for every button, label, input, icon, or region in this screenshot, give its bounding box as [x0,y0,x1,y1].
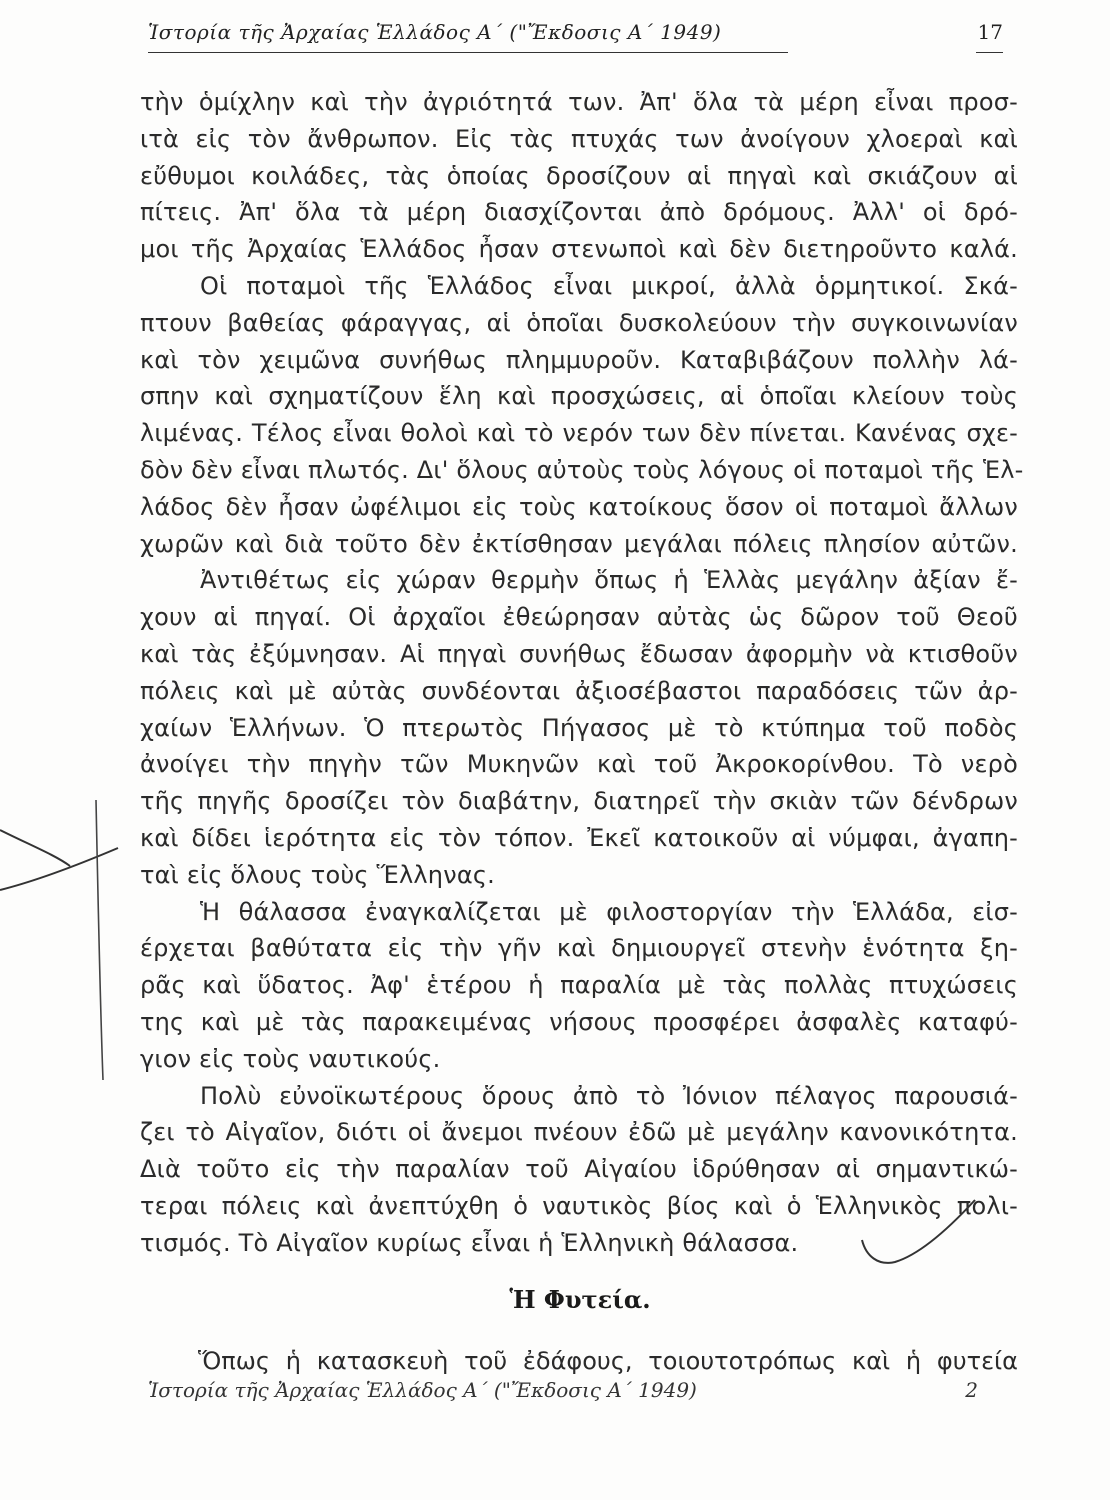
text-line: δὸν δὲν εἶναι πλωτός. Δι' ὅλους αὐτοὺς τοὺς λόγους οἱ ποταμοὶ τῆς Ἑλ- [140,455,1024,484]
text-line: Διὰ τοῦτο εἰς τὴν παραλίαν τοῦ Αἰγαίου ἱδρύθησαν αἱ σημαντικώ- [140,1155,1018,1184]
text-line: χωρῶν καὶ διὰ τοῦτο δὲν ἐκτίσθησαν μεγάλαι πόλεις πλησίον αὐτῶν. [140,529,1018,558]
text-line: Πολὺ εὐνοϊκωτέρους ὅρους ἀπὸ τὸ Ἰόνιον πέλαγος παρουσιά- [200,1081,1018,1110]
text-line: μοι τῆς Ἀρχαίας Ἑλλάδος ἦσαν στενωποὶ καὶ δὲν διετηροῦντο καλά. [140,235,1018,264]
left-margin-pen-stroke [0,848,118,890]
text-line: τῆς πηγῆς δροσίζει τὸν διαβάτην, διατηρεῖ τὴν σκιὰν τῶν δένδρων [140,787,1018,816]
text-line: Ὅπως ἡ κατασκευὴ τοῦ ἐδάφους, τοιουτοτρόπως καὶ ἡ φυτεία [198,1347,1018,1375]
text-line: της καὶ μὲ τὰς παρακειμένας νήσους προσφέρει ἀσφαλὲς καταφύ- [140,1007,1018,1036]
text-line: ιτὰ εἰς τὸν ἄνθρωπον. Εἰς τὰς πτυχάς των ἀνοίγουν χλοεραὶ καὶ [140,124,1018,153]
text-line: σπην καὶ σχηματίζουν ἕλη καὶ προσχώσεις, αἱ ὁποῖαι κλείουν τοὺς [140,382,1018,411]
text-line: τεραι πόλεις καὶ ἀνεπτύχθη ὁ ναυτικὸς βίος καὶ ὁ Ἑλληνικὸς πολι- [140,1191,1018,1220]
text-line: καὶ τὰς ἐξύμνησαν. Αἱ πηγαὶ συνήθως ἔδωσαν ἀφορμὴν νὰ κτισθοῦν [140,639,1018,668]
page-number: 17 [977,20,1003,44]
text-line: γιον εἰς τοὺς ναυτικούς. [140,1044,441,1073]
header-underline [148,52,788,53]
text-line: ταὶ εἰς ὅλους τοὺς Ἕλληνας. [140,860,495,889]
left-margin-pen-stroke [0,830,70,866]
text-line: Οἱ ποταμοὶ τῆς Ἑλλάδος εἶναι μικροί, ἀλλὰ ὁρμητικοί. Σκά- [200,271,1018,300]
running-header [148,20,1003,68]
text-line: τὴν ὁμίχλην καὶ τὴν ἀγριότητά των. Ἀπ' ὅλα τὰ μέρη εἶναι προσ- [140,88,1018,116]
text-line: πτουν βαθείας φάραγγας, αἱ ὁποῖαι δυσκολεύουν τὴν συγκοινωνίαν [140,308,1018,337]
sheet-number: 2 [965,1378,978,1402]
footer-title: Ἱστορία τῆς Ἀρχαίας Ἑλλάδος Α΄ ("Ἔκδοσις Α΄ 1949) [148,1378,697,1402]
running-footer [148,1378,978,1418]
text-line: έρχεται βαθύτατα εἰς τὴν γῆν καὶ δημιουργεῖ στενὴν ἑνότητα ξη- [140,934,1018,963]
text-line: λάδος δὲν ἦσαν ὠφέλιμοι εἰς τοὺς κατοίκους ὅσον οἱ ποταμοὶ ἄλλων [140,492,1018,521]
header-title: Ἱστορία τῆς Ἀρχαίας Ἑλλάδος Α΄ ("Ἔκδοσις Α΄ 1949) [148,20,722,44]
text-line: ρᾶς καὶ ὕδατος. Ἀφ' ἑτέρου ἡ παραλία μὲ τὰς πολλὰς πτυχώσεις [140,971,1018,1000]
text-line: ζει τὸ Αἰγαῖον, διότι οἱ ἄνεμοι πνέουν ἐδῶ μὲ μεγάλην κανονικότητα. [140,1118,1018,1147]
text-line: ἀνοίγει τὴν πηγὴν τῶν Μυκηνῶν καὶ τοῦ Ἀκροκορίνθου. Τὸ νερὸ [140,750,1018,779]
text-line: λιμένας. Τέλος εἶναι θολοὶ καὶ τὸ νερόν των δὲν πίνεται. Κανένας σχε- [140,419,1018,448]
body-text [140,84,1024,1262]
text-line: καὶ δίδει ἱερότητα εἰς τὸν τόπον. Ἐκεῖ κατοικοῦν αἱ νύμφαι, ἀγαπη- [140,823,1018,852]
page-number-underline [976,52,1003,53]
left-margin-vertical-stroke [96,800,103,1080]
text-line: Ἀντιθέτως εἰς χώραν θερμὴν ὅπως ἡ Ἑλλὰς μεγάλην ἀξίαν ἔ- [200,566,1018,595]
text-line: καὶ τὸν χειμῶνα συνήθως πλημμυροῦν. Καταβιβάζουν πολλὴν λά- [140,345,1018,374]
text-line: Ἡ θάλασσα ἐναγκαλίζεται μὲ φιλοστοργίαν τὴν Ἑλλάδα, εἰσ- [200,897,1018,926]
text-line: εὔθυμοι κοιλάδες, τὰς ὁποίας δροσίζουν αἱ πηγαὶ καὶ σκιάζουν αἱ [140,161,1018,190]
section-heading: Ἡ Φυτεία. [509,1285,651,1314]
text-line: χουν αἱ πηγαί. Οἱ ἀρχαῖοι ἐθεώρησαν αὐτὰς ὡς δῶρον τοῦ Θεοῦ [140,603,1018,632]
text-line: πόλεις καὶ μὲ αὐτὰς συνδέονται ἀξιοσέβαστοι παραδόσεις τῶν ἀρ- [140,676,1018,705]
text-line: πίτεις. Ἀπ' ὅλα τὰ μέρη διασχίζονται ἀπὸ δρόμους. Ἀλλ' οἱ δρό- [140,198,1018,227]
text-line: τισμός. Τὸ Αἰγαῖον κυρίως εἶναι ἡ Ἑλληνικὴ θάλασσα. [140,1228,799,1257]
text-line: χαίων Ἑλλήνων. Ὁ πτερωτὸς Πήγασος μὲ τὸ κτύπημα τοῦ ποδὸς [140,713,1018,742]
